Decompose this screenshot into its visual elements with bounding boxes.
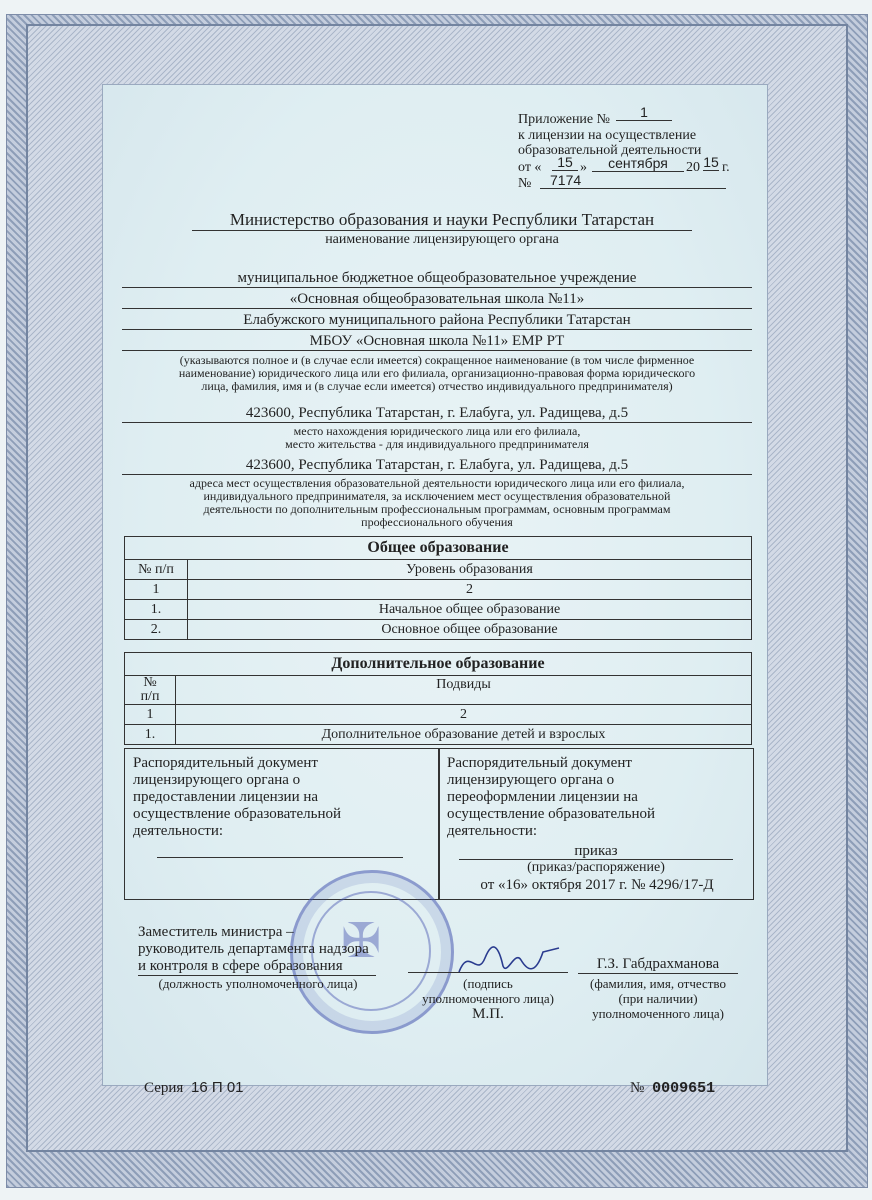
reissue-doc-type: приказ xyxy=(459,843,733,860)
org-line-3: Елабужского муниципального района Республики Татарстан xyxy=(122,311,752,330)
general-col-index-1: 1 xyxy=(125,580,188,600)
date-day: 15 xyxy=(552,154,578,171)
signatory-position-line-1: Заместитель министра – xyxy=(138,924,294,940)
appendix-line2: к лицензии на осуществление xyxy=(518,128,697,143)
activity-caption-line-4: профессионального обучения xyxy=(361,515,513,529)
org-caption xyxy=(122,354,752,393)
reissue-doc-line-3: переоформлении лицензии на xyxy=(447,789,638,805)
form-series-value: 16 П 01 xyxy=(191,1079,244,1096)
general-education-table xyxy=(124,536,752,640)
coat-of-arms-icon: ✠ xyxy=(341,915,382,968)
date-prefix: от « xyxy=(518,160,542,175)
location-caption xyxy=(122,425,752,451)
signatory-position-line-2: руководитель департамента надзора xyxy=(138,941,369,957)
additional-row-1-num: 1. xyxy=(125,725,176,745)
reissue-doc-line-5: деятельности: xyxy=(447,823,538,839)
form-number-label: № xyxy=(630,1080,645,1096)
activity-caption-line-2: индивидуального предпринимателя, за исключением мест осуществления образовательной xyxy=(203,489,671,503)
activity-caption-line-3: деятельности по дополнительным профессиональным программам, основным программам xyxy=(203,502,671,516)
org-caption-line-3: лица, фамилия, имя и (в случае если имеется) отчество индивидуального предпринимателя) xyxy=(201,379,673,393)
grant-doc-line-1: Распорядительный документ xyxy=(133,755,318,771)
date-year-suffix: г. xyxy=(722,160,730,175)
activity-address: 423600, Республика Татарстан, г. Елабуга, ул. Радищева, д.5 xyxy=(122,456,752,475)
activity-caption xyxy=(122,477,752,529)
date-month: сентября xyxy=(592,155,684,172)
reissue-doc-type-caption: (приказ/распоряжение) xyxy=(527,860,665,875)
reissue-document-text xyxy=(447,755,655,840)
general-col-level-header: Уровень образования xyxy=(188,560,752,580)
additional-col-num-header-top: № xyxy=(143,675,157,690)
grant-doc-line-5: деятельности: xyxy=(133,823,224,839)
signatory-name: Г.З. Габдрахманова xyxy=(578,956,738,974)
signatory-name-caption xyxy=(578,976,738,1021)
signatory-name-caption-line-2: (при наличии) xyxy=(618,991,698,1006)
reissue-document-box xyxy=(438,748,754,900)
additional-education-table xyxy=(124,652,752,745)
signature-caption-line-2: уполномоченного лица) xyxy=(422,991,554,1006)
grant-document-text xyxy=(133,755,341,840)
activity-caption-line-1: адреса мест осуществления образовательной деятельности юридического лица или его филиала, xyxy=(189,476,685,490)
additional-row-1-kind: Дополнительное образование детей и взрослых xyxy=(176,725,752,745)
signatory-name-caption-line-1: (фамилия, имя, отчество xyxy=(590,976,726,991)
org-short-name: МБОУ «Основная школа №11» ЕМР РТ xyxy=(122,332,752,351)
org-caption-line-1: (указываются полное и (в случае если имеется) сокращенное наименование (в том числе фирменное xyxy=(179,353,695,367)
date-year-prefix: 20 xyxy=(686,160,700,175)
signatory-position-caption: (должность уполномоченного лица) xyxy=(158,976,358,991)
additional-col-index-2: 2 xyxy=(176,705,752,725)
org-line-1: муниципальное бюджетное общеобразовательное учреждение xyxy=(122,269,752,288)
signature-caption xyxy=(408,976,568,1023)
form-number-value: 0009651 xyxy=(652,1080,716,1097)
org-caption-line-2: наименование) юридического лица или его филиала, организационно-правовая форма юридического xyxy=(178,366,696,380)
location-address: 423600, Республика Татарстан, г. Елабуга, ул. Радищева, д.5 xyxy=(122,404,752,423)
general-col-num-header: № п/п xyxy=(125,560,188,580)
general-row-2-level: Основное общее образование xyxy=(188,620,752,640)
reissue-doc-line-2: лицензирующего органа о xyxy=(447,772,615,788)
form-series-label: Серия xyxy=(144,1080,184,1096)
date-year: 15 xyxy=(703,154,719,170)
general-education-title: Общее образование xyxy=(125,537,752,560)
additional-col-index-1: 1 xyxy=(125,705,176,725)
authority-name: Министерство образования и науки Республики Татарстан xyxy=(192,210,692,231)
date-mid: » xyxy=(580,160,587,175)
appendix-label: Приложение № xyxy=(518,112,610,127)
table-row xyxy=(125,725,752,745)
signature-caption-line-1: (подпись xyxy=(463,976,513,991)
org-line-2: «Основная общеобразовательная школа №11» xyxy=(122,290,752,309)
form-series xyxy=(144,1080,244,1096)
additional-col-num-header xyxy=(125,676,176,705)
location-caption-line-1: место нахождения юридического лица или его филиала, xyxy=(293,424,581,438)
reissue-doc-line-4: осуществление образовательной xyxy=(447,806,655,822)
grant-doc-line-3: предоставлении лицензии на xyxy=(133,789,319,805)
location-caption-line-2: место жительства - для индивидуального предпринимателя xyxy=(285,437,589,451)
general-row-1-num: 1. xyxy=(125,600,188,620)
license-number-label: № xyxy=(518,176,532,191)
reissue-doc-date: от «16» октября 2017 г. № 4296/17-Д xyxy=(480,877,714,893)
appendix-line3: образовательной деятельности xyxy=(518,143,702,158)
grant-doc-line-4: осуществление образовательной xyxy=(133,806,341,822)
reissue-doc-line-1: Распорядительный документ xyxy=(447,755,632,771)
signatory-position xyxy=(138,924,376,976)
authority-caption: наименование лицензирующего органа xyxy=(325,232,559,247)
stamp-place-label: М.П. xyxy=(472,1006,504,1022)
general-row-2-num: 2. xyxy=(125,620,188,640)
signatory-name-caption-line-3: уполномоченного лица) xyxy=(592,1006,724,1021)
appendix-number: 1 xyxy=(616,104,672,121)
table-row xyxy=(125,600,752,620)
general-col-index-2: 2 xyxy=(188,580,752,600)
additional-col-kind-header: Подвиды xyxy=(176,676,752,705)
general-row-1-level: Начальное общее образование xyxy=(188,600,752,620)
license-number: 7174 xyxy=(540,172,726,189)
additional-education-title: Дополнительное образование xyxy=(125,653,752,676)
table-row xyxy=(125,620,752,640)
additional-col-num-header-bottom: п/п xyxy=(140,689,160,704)
signatory-position-line-3: и контроля в сфере образования xyxy=(138,958,376,976)
form-number xyxy=(630,1080,715,1097)
grant-doc-blank-line xyxy=(157,857,403,858)
grant-doc-line-2: лицензирующего органа о xyxy=(133,772,301,788)
